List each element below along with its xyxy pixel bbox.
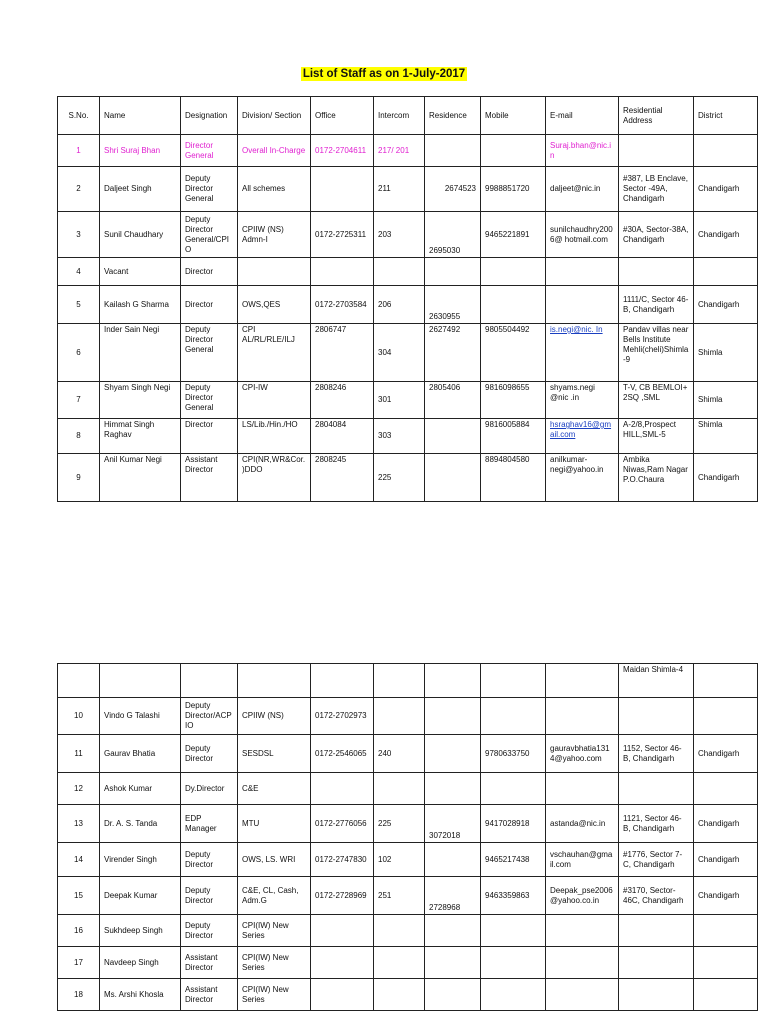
table-row <box>58 843 758 877</box>
cell-mobile: 9780633750 <box>481 735 546 773</box>
table-row <box>58 947 758 979</box>
table-row <box>58 735 758 773</box>
table-row <box>58 135 758 167</box>
cell-address: A-2/8,Prospect HILL,SML-5 <box>619 419 694 454</box>
cell-mobile: 9465221891 <box>481 212 546 258</box>
cell-office: 2806747 <box>311 324 374 382</box>
cell-district <box>694 947 758 979</box>
cell-sno: 16 <box>58 915 100 947</box>
cell-email <box>546 947 619 979</box>
table-row <box>58 979 758 1011</box>
cell-district: Chandigarh <box>694 167 758 212</box>
cell-intercom: 251 <box>374 877 425 915</box>
header-cell: Residence <box>425 97 481 135</box>
cell-district <box>694 258 758 286</box>
cell-intercom <box>374 698 425 735</box>
cell-designation: EDP Manager <box>181 805 238 843</box>
cell-name: Kailash G Sharma <box>100 286 181 324</box>
cell-district <box>694 698 758 735</box>
cell-residence <box>425 735 481 773</box>
cell-address <box>619 947 694 979</box>
cell-email[interactable]: astanda@nic.in <box>546 805 619 843</box>
cell-district: Chandigarh <box>694 877 758 915</box>
cell-mobile <box>481 773 546 805</box>
cell-residence <box>425 454 481 502</box>
cell-name: Dr. A. S. Tanda <box>100 805 181 843</box>
cell-sno: 18 <box>58 979 100 1011</box>
cell-email[interactable]: hsraghav16@gmail.com <box>546 419 619 454</box>
table-row <box>58 212 758 258</box>
cell-residence <box>425 258 481 286</box>
cell-division: C&E <box>238 773 311 805</box>
cell-sno: 10 <box>58 698 100 735</box>
cell-name: Deepak Kumar <box>100 877 181 915</box>
cell-address: #1776, Sector 7-C, Chandigarh <box>619 843 694 877</box>
cell-division: LS/Lib./Hin./HO <box>238 419 311 454</box>
cell-district: Chandigarh <box>694 212 758 258</box>
cell-office <box>311 947 374 979</box>
cell-email <box>546 258 619 286</box>
cell-intercom: 240 <box>374 735 425 773</box>
cell-mobile <box>481 135 546 167</box>
cell-residence <box>425 947 481 979</box>
cell-designation: Director <box>181 258 238 286</box>
cell-mobile: 9816005884 <box>481 419 546 454</box>
cell-address: #387, LB Enclave, Sector -49A, Chandigarh <box>619 167 694 212</box>
cell-mobile: 9805504492 <box>481 324 546 382</box>
cell-designation: Assistant Director <box>181 947 238 979</box>
cell-sno: 14 <box>58 843 100 877</box>
cell-sno: 5 <box>58 286 100 324</box>
cell-name: Himmat Singh Raghav <box>100 419 181 454</box>
cell-intercom <box>374 947 425 979</box>
cell-mobile: 9417028918 <box>481 805 546 843</box>
cell-district: Shimla <box>694 382 758 419</box>
cell-address: T-V, CB BEMLOI+ 2SQ ,SML <box>619 382 694 419</box>
header-cell: Intercom <box>374 97 425 135</box>
table-row <box>58 454 758 502</box>
cell-division: CPIIW (NS) Admn-I <box>238 212 311 258</box>
cell-sno: 6 <box>58 324 100 382</box>
cell-district: Chandigarh <box>694 454 758 502</box>
cell-residence: 2674523 <box>425 167 481 212</box>
cell-designation: Director General <box>181 135 238 167</box>
header-cell: Designation <box>181 97 238 135</box>
cell-residence: 2728968 <box>425 877 481 915</box>
cell-intercom: 206 <box>374 286 425 324</box>
cell-sno: 7 <box>58 382 100 419</box>
header-cell: E-mail <box>546 97 619 135</box>
cell-mobile: 8894804580 <box>481 454 546 502</box>
cell-residence <box>425 979 481 1011</box>
cell-address <box>619 979 694 1011</box>
cell-district <box>694 773 758 805</box>
cell-division: OWS, LS. WRI <box>238 843 311 877</box>
table-row <box>58 286 758 324</box>
cell-residence: 2695030 <box>425 212 481 258</box>
table-row <box>58 258 758 286</box>
cell-designation: Director <box>181 419 238 454</box>
cell-designation: Deputy Director General/CPIO <box>181 212 238 258</box>
cell-name: Shri Suraj Bhan <box>100 135 181 167</box>
table-row <box>58 915 758 947</box>
cell-name: Daljeet Singh <box>100 167 181 212</box>
cell-name: Gaurav Bhatia <box>100 735 181 773</box>
table-row <box>58 419 758 454</box>
cell-office: 0172-2725311 <box>311 212 374 258</box>
cell-designation: Deputy Director General <box>181 382 238 419</box>
cell-division: SESDSL <box>238 735 311 773</box>
table-row <box>58 773 758 805</box>
empty-cell <box>425 664 481 698</box>
cell-mobile: 9465217438 <box>481 843 546 877</box>
cell-intercom <box>374 915 425 947</box>
cell-office: 0172-2702973 <box>311 698 374 735</box>
cell-division <box>238 258 311 286</box>
cell-residence <box>425 419 481 454</box>
cell-address: #3170, Sector-46C, Chandigarh <box>619 877 694 915</box>
header-cell: Office <box>311 97 374 135</box>
cell-designation: Deputy Director <box>181 735 238 773</box>
cell-sno: 8 <box>58 419 100 454</box>
cell-sno: 17 <box>58 947 100 979</box>
cell-division: CPI(IW) New Series <box>238 979 311 1011</box>
cell-division: CPIIW (NS) <box>238 698 311 735</box>
cell-district: Shimla <box>694 324 758 382</box>
staff-table-page-1 <box>57 96 758 502</box>
cell-sno: 2 <box>58 167 100 212</box>
empty-cell <box>374 664 425 698</box>
empty-cell <box>238 664 311 698</box>
cell-designation: Deputy Director <box>181 915 238 947</box>
table-row <box>58 805 758 843</box>
cell-residence <box>425 915 481 947</box>
cell-office <box>311 915 374 947</box>
cell-office: 2808245 <box>311 454 374 502</box>
table-row <box>58 324 758 382</box>
cell-intercom: 211 <box>374 167 425 212</box>
cell-office <box>311 167 374 212</box>
cell-sno: 15 <box>58 877 100 915</box>
cell-name: Ashok Kumar <box>100 773 181 805</box>
cell-intercom: 301 <box>374 382 425 419</box>
empty-cell <box>694 664 758 698</box>
cell-name: Anil Kumar Negi <box>100 454 181 502</box>
cell-intercom: 203 <box>374 212 425 258</box>
cell-address: 1152, Sector 46-B, Chandigarh <box>619 735 694 773</box>
cell-office: 0172-2747830 <box>311 843 374 877</box>
cell-district: Chandigarh <box>694 735 758 773</box>
cell-email[interactable]: Deepak_pse2006@yahoo.co.in <box>546 877 619 915</box>
cell-district <box>694 135 758 167</box>
cell-district: Chandigarh <box>694 843 758 877</box>
cell-designation: Dy.Director <box>181 773 238 805</box>
staff-table-page-2 <box>57 663 758 1011</box>
cell-intercom: 102 <box>374 843 425 877</box>
cell-intercom <box>374 773 425 805</box>
cell-district <box>694 915 758 947</box>
table-row <box>58 382 758 419</box>
header-cell: Residential Address <box>619 97 694 135</box>
cell-name: Vacant <box>100 258 181 286</box>
cell-designation: Director <box>181 286 238 324</box>
cell-address <box>619 915 694 947</box>
cell-division: CPI(NR,WR&Cor.)DDO <box>238 454 311 502</box>
cell-intercom: 304 <box>374 324 425 382</box>
cell-designation: Deputy Director General <box>181 167 238 212</box>
cell-name: Shyam Singh Negi <box>100 382 181 419</box>
cell-name: Inder Sain Negi <box>100 324 181 382</box>
page-title: List of Staff as on 1-July-2017 <box>302 68 466 80</box>
cell-email[interactable]: anilkumar-negi@yahoo.in <box>546 454 619 502</box>
cell-designation: Deputy Director/ACPIO <box>181 698 238 735</box>
cell-division: CPI-IW <box>238 382 311 419</box>
cell-email[interactable]: daljeet@nic.in <box>546 167 619 212</box>
cell-intercom: 217/ 201 <box>374 135 425 167</box>
empty-cell <box>100 664 181 698</box>
cell-intercom: 303 <box>374 419 425 454</box>
cell-email <box>546 979 619 1011</box>
header-cell: Name <box>100 97 181 135</box>
cell-residence: 2630955 <box>425 286 481 324</box>
cell-mobile <box>481 915 546 947</box>
cell-residence: 2627492 <box>425 324 481 382</box>
cell-office <box>311 773 374 805</box>
cell-mobile: 9463359863 <box>481 877 546 915</box>
cell-division: CPI(IW) New Series <box>238 915 311 947</box>
cell-email[interactable]: is.negi@nic. In <box>546 324 619 382</box>
cell-sno: 3 <box>58 212 100 258</box>
cell-sno: 4 <box>58 258 100 286</box>
cell-office: 0172-2546065 <box>311 735 374 773</box>
cell-residence <box>425 773 481 805</box>
cell-address <box>619 773 694 805</box>
cell-address: 1111/C, Sector 46-B, Chandigarh <box>619 286 694 324</box>
cell-residence <box>425 698 481 735</box>
cell-address <box>619 258 694 286</box>
cell-address <box>619 698 694 735</box>
header-cell: Mobile <box>481 97 546 135</box>
cell-sno: 9 <box>58 454 100 502</box>
table-row-continued <box>58 664 758 698</box>
cell-office <box>311 258 374 286</box>
cell-email[interactable]: shyams.negi @nic .in <box>546 382 619 419</box>
cell-address: Maidan Shimla-4 <box>619 664 694 698</box>
cell-designation: Deputy Director <box>181 877 238 915</box>
cell-office: 2808246 <box>311 382 374 419</box>
cell-mobile <box>481 698 546 735</box>
cell-office: 0172-2704611 <box>311 135 374 167</box>
cell-mobile: 9816098655 <box>481 382 546 419</box>
cell-email <box>546 915 619 947</box>
cell-division: Overall In-Charge <box>238 135 311 167</box>
cell-division: All schemes <box>238 167 311 212</box>
cell-mobile: 9988851720 <box>481 167 546 212</box>
cell-name: Sukhdeep Singh <box>100 915 181 947</box>
cell-address <box>619 135 694 167</box>
cell-name: Navdeep Singh <box>100 947 181 979</box>
cell-mobile <box>481 286 546 324</box>
cell-sno: 11 <box>58 735 100 773</box>
cell-district: Shimla <box>694 419 758 454</box>
cell-residence: 2805406 <box>425 382 481 419</box>
cell-address: #30A, Sector-38A, Chandigarh <box>619 212 694 258</box>
cell-district: Chandigarh <box>694 805 758 843</box>
cell-designation: Deputy Director <box>181 843 238 877</box>
cell-office: 0172-2728969 <box>311 877 374 915</box>
cell-designation: Assistant Director <box>181 979 238 1011</box>
cell-intercom: 225 <box>374 454 425 502</box>
table-row <box>58 877 758 915</box>
empty-cell <box>58 664 100 698</box>
cell-office <box>311 979 374 1011</box>
cell-intercom <box>374 979 425 1011</box>
cell-office: 2804084 <box>311 419 374 454</box>
cell-address: 1121, Sector 46-B, Chandigarh <box>619 805 694 843</box>
cell-office: 0172-2703584 <box>311 286 374 324</box>
cell-division: MTU <box>238 805 311 843</box>
cell-email <box>546 773 619 805</box>
cell-name: Vindo G Talashi <box>100 698 181 735</box>
cell-sno: 13 <box>58 805 100 843</box>
header-cell: Division/ Section <box>238 97 311 135</box>
cell-name: Virender Singh <box>100 843 181 877</box>
empty-cell <box>181 664 238 698</box>
cell-mobile <box>481 979 546 1011</box>
cell-mobile <box>481 947 546 979</box>
cell-residence <box>425 843 481 877</box>
table-row <box>58 698 758 735</box>
cell-division: CPI AL/RL/RLE/ILJ <box>238 324 311 382</box>
cell-email[interactable]: Suraj.bhan@nic.in <box>546 135 619 167</box>
table-row <box>58 167 758 212</box>
cell-residence: 3072018 <box>425 805 481 843</box>
cell-mobile <box>481 258 546 286</box>
cell-intercom: 225 <box>374 805 425 843</box>
table-header-row <box>58 97 758 135</box>
empty-cell <box>481 664 546 698</box>
header-cell: District <box>694 97 758 135</box>
cell-division: C&E, CL, Cash, Adm.G <box>238 877 311 915</box>
cell-residence <box>425 135 481 167</box>
header-cell: S.No. <box>58 97 100 135</box>
cell-district: Chandigarh <box>694 286 758 324</box>
empty-cell <box>546 664 619 698</box>
cell-name: Ms. Arshi Khosla <box>100 979 181 1011</box>
cell-address: Pandav villas near Bells Institute Mehli(cheli)Shimla-9 <box>619 324 694 382</box>
cell-email[interactable]: sunilchaudhry2006@ hotmail.com <box>546 212 619 258</box>
cell-name: Sunil Chaudhary <box>100 212 181 258</box>
cell-sno: 12 <box>58 773 100 805</box>
cell-email[interactable]: vschauhan@gmail.com <box>546 843 619 877</box>
cell-email <box>546 286 619 324</box>
cell-designation: Assistant Director <box>181 454 238 502</box>
cell-sno: 1 <box>58 135 100 167</box>
cell-designation: Deputy Director General <box>181 324 238 382</box>
empty-cell <box>311 664 374 698</box>
cell-email[interactable]: gauravbhatia1314@yahoo.com <box>546 735 619 773</box>
cell-division: OWS,QES <box>238 286 311 324</box>
cell-office: 0172-2776056 <box>311 805 374 843</box>
cell-district <box>694 979 758 1011</box>
cell-address: Ambika Niwas,Ram Nagar P.O.Chaura <box>619 454 694 502</box>
cell-intercom <box>374 258 425 286</box>
cell-email <box>546 698 619 735</box>
cell-division: CPI(IW) New Series <box>238 947 311 979</box>
